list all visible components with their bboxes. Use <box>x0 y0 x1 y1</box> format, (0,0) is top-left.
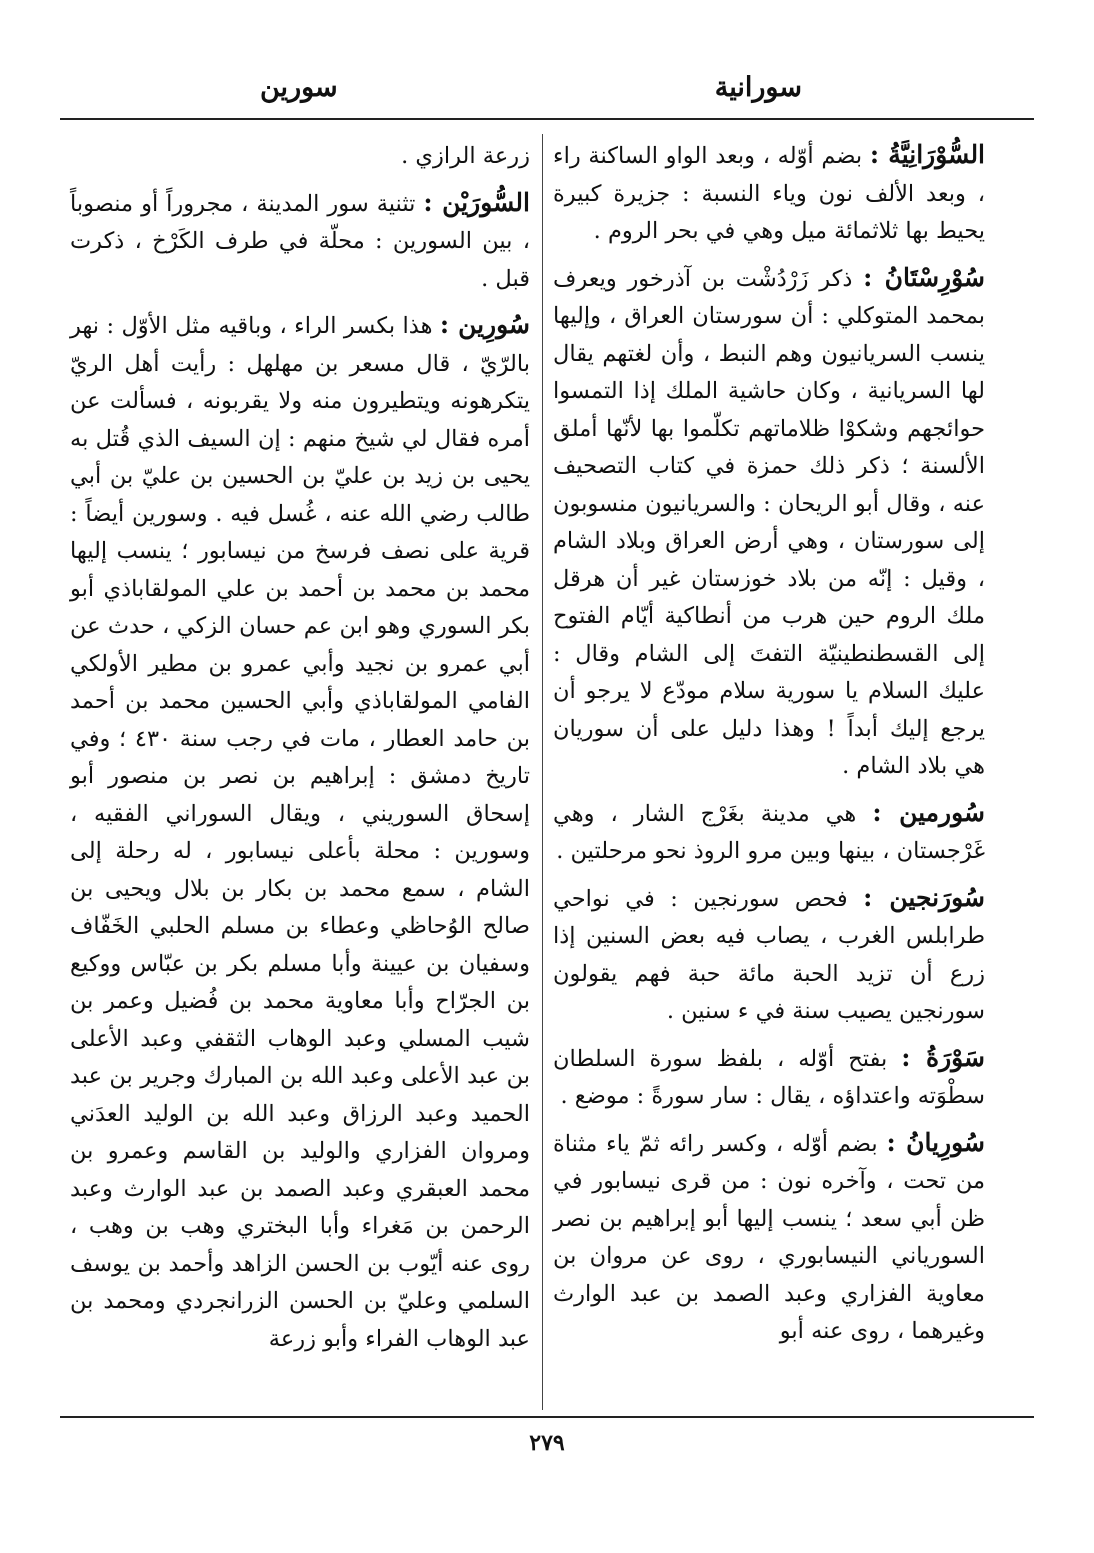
footer-rule <box>60 1416 1034 1418</box>
page-number: ٢٧٩ <box>529 1430 565 1456</box>
header-rule <box>60 118 1034 120</box>
entry-headword: سُورَنجين : <box>863 882 985 912</box>
entry-text: فحص سورنجين : في نواحي طرابلس الغرب ، يصاب فيه بعض السنين إذا زرع أن تزيد الحبة مائة حبة فهم يقولون سورنجين يصيب سنة في ء سنين . <box>553 885 985 1024</box>
entry-text: بضم أوّله ، وكسر رائه ثمّ ياء مثناة من تحت ، وآخره نون : من قرى نيسابور في ظن أبي سعد ؛ ينسب إليها أبو إبراهيم بن نصر السورياني النيسابوري ، روى عن مروان بن معاوية الفزاري وعبد الصمد بن عبد الوارث وغيرهما ، روى عنه أبو <box>553 1130 985 1344</box>
entry-headword: السُّورَيْن : <box>423 187 530 217</box>
entry-text: بضم أوّله ، وبعد الواو الساكنة راء ، وبعد الألف نون وياء النسبة : جزيرة كبيرة يحيط بها ثلاثمائة ميل وهي في بحر الروم . <box>553 143 985 244</box>
entry-text: هذا بكسر الراء ، وباقيه مثل الأوّل : نهر بالرّيّ ، قال مسعر بن مهلهل : رأيت أهل الريّ يتكرهونه ويتطيرون منه ولا يقربونه ، فسألت عن أمره فقال لي شيخ منهم : إن السيف الذي قُتل به يحيى بن زيد بن عليّ بن الحسين بن عليّ بن أبي طالب رضي الله عنه ، غُسل فيه . وسورين أيضاً : قرية على نصف فرسخ من نيسابور ؛ ينسب إليها محمد بن محمد بن أحمد بن علي المولقاباذي أبو بكر السوري وهو ابن عم حسان الزكي ، حدث عن أبي عمرو بن نجيد وأبي عمرو بن مطير الأولكي الفامي المولقاباذي وأبي الحسين محمد بن أحمد بن حامد العطار ، مات في رجب سنة ٤٣٠ ؛ وفي تاريخ دمشق : إبراهيم بن نصر بن منصور أبو إسحاق السوريني ، ويقال السوراني الفقيه ، وسورين : محلة بأعلى نيسابور ، له رحلة إلى الشام ، سمع محمد بن بكار بن بلال ويحيى بن صالح الوُحاظي وعطاء بن مسلم الحلبي الخَفّاف وسفيان بن عيينة وأبا مسلم بكر بن عبّاس ووكيع بن الجرّاح وأبا معاوية محمد بن فُضيل وعمر بن شيب المسلي وعبد الوهاب الثقفي وعبد الأعلى بن عبد الأعلى وعبد الله بن المبارك وجرير بن عبد الحميد وعبد الرزاق وعبد الله بن الوليد العدَني ومروان الفزاري والوليد بن القاسم وعمرو بن محمد العبقري وعبد الصمد بن عبد الوارث وعبد الرحمن بن مَغراء وأبا البختري وهب بن وهب ، روى عنه أيّوب بن الحسن الزاهد وأحمد بن يوسف السلمي وعليّ بن الحسن الزرانجردي ومحمد بن عبد الوهاب الفراء وأبو زرعة <box>70 313 530 1352</box>
running-header <box>60 68 1032 112</box>
entry-text: ذكر زَرْدُشْت بن آذرخور ويعرف بمحمد المتوكلي : أن سورستان العراق ، وإليها ينسب السريانيون وهم النبط ، وأن لغتهم يقال لها السريانية ، وكان حاشية الملك إذا التمسوا حوائجهم وشكوْا ظلاماتهم تكلّموا بها لأنّها أملق الألسنة ؛ ذكر ذلك حمزة في كتاب التصحيف عنه ، وقال أبو الريحان : والسريانيون منسوبون إلى سورستان ، وهي أرض العراق وبلاد الشام ، وقيل : إنّه من بلاد خوزستان غير أن هرقل ملك الروم حين هرب من أنطاكية أيّام الفتوح إلى القسطنطينيّة التفتَ إلى الشام وقال : عليك السلام يا سورية سلام مودّع لا يرجو أن يرجع إليك أبداً ! وهذا دليل على أن سوريان هي بلاد الشام . <box>553 265 985 779</box>
header-left-title: سورين <box>260 72 338 103</box>
entry <box>553 879 985 1031</box>
entry <box>553 1124 985 1351</box>
entry <box>70 306 530 1358</box>
right-column <box>553 136 985 1359</box>
entry-headword: سَوْرَةُ : <box>901 1042 985 1072</box>
entry-text: تثنية سور المدينة ، مجروراً أو منصوباً ، بين السورين : محلّة في طرف الكَرْخ ، ذكرت قبل . <box>70 190 530 292</box>
header-right-title: سورانية <box>714 72 802 103</box>
entry <box>553 1039 985 1116</box>
column-divider <box>542 134 543 1410</box>
entry <box>70 184 530 299</box>
entry <box>553 136 985 251</box>
entry-headword: سُورمين : <box>872 797 985 827</box>
entry-text: هي مدينة بغَرْج الشار ، وهي غَرْجستان ، بينها وبين مرو الروذ نحو مرحلتين . <box>553 800 985 864</box>
entry-headword: السُّوْرَانِيَّةُ : <box>869 140 986 169</box>
left-column <box>70 136 530 1366</box>
entry-text: زرعة الرازي . <box>401 143 530 169</box>
entry-headword: سُوْرِسْتَانُ : <box>863 262 985 292</box>
entry-headword: سُورِين : <box>439 310 530 339</box>
entry-headword: سُورِيانُ : <box>886 1127 985 1157</box>
entry <box>553 794 985 871</box>
entry-text: بفتح أوّله ، بلفظ سورة السلطان سطْوَته واعتداؤه ، يقال : سار سورةً : موضع . <box>553 1045 985 1109</box>
entry-continuation <box>70 136 530 176</box>
entry <box>553 259 985 786</box>
